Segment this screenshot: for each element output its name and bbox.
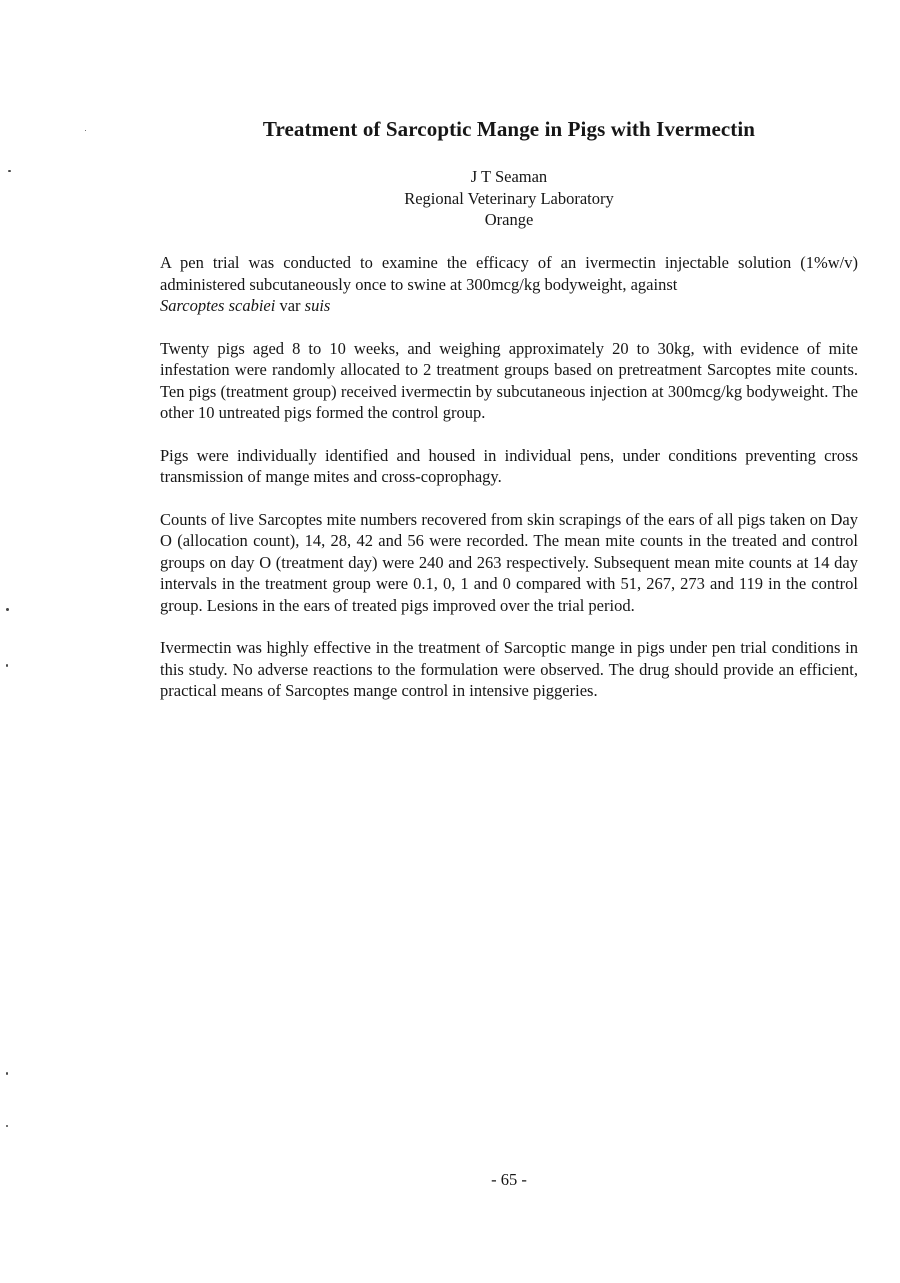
paragraph-conclusion: Ivermectin was highly effective in the treatment of Sarcoptic mange in pigs under pen trial conditions in this study. No adverse reactions to the formulation were observed. The drug should provide an efficient, practical means of Sarcoptes mange control in intensive piggeries. <box>160 638 858 700</box>
species-name: Sarcoptes scabiei <box>160 296 276 315</box>
scan-speck <box>8 170 11 172</box>
scan-speck <box>6 664 8 667</box>
var-label: var <box>279 296 301 315</box>
scan-speck <box>6 608 9 611</box>
scan-speck <box>85 130 86 131</box>
paragraph-housing: Pigs were individually identified and housed in individual pens, under conditions preventing cross transmission of mange mites and cross-coprophagy. <box>160 445 858 486</box>
paragraph-intro <box>160 252 858 317</box>
byline <box>0 166 900 231</box>
paper-body <box>160 252 858 723</box>
intro-text: A pen trial was conducted to examine the efficacy of an ivermectin injectable solution (1%w/v) administered subcutaneously once to swine at 300mcg/kg bodyweight, against <box>160 253 858 294</box>
paragraph-methods: Twenty pigs aged 8 to 10 weeks, and weighing approximately 20 to 30kg, with evidence of mite infestation were randomly allocated to 2 treatment groups based on pretreatment Sarcoptes mite counts. Ten pigs (treatment group) received ivermectin by subcutaneous injection at 300mcg/kg bodyweight. The other 10 untreated pigs formed the control group. <box>160 338 858 422</box>
author-affiliation: Regional Veterinary Laboratory <box>404 188 614 208</box>
scan-speck <box>6 1125 8 1127</box>
variety-name: suis <box>304 296 331 315</box>
author-name: J T Seaman <box>470 167 548 186</box>
author-location: Orange <box>484 210 534 229</box>
scan-speck <box>6 1072 8 1075</box>
paragraph-results: Counts of live Sarcoptes mite numbers recovered from skin scrapings of the ears of all pigs taken on Day O (allocation count), 14, 28, 42 and 56 were recorded. The mean mite counts in the treated and control groups on day O (treatment day) were 240 and 263 respectively. Subsequent mean mite counts at 14 day intervals in the treatment group were 0.1, 0, 1 and 0 compared with 51, 267, 273 and 119 in the control group. Lesions in the ears of treated pigs improved over the trial period. <box>160 509 858 615</box>
paper-title: Treatment of Sarcoptic Mange in Pigs with Ivermectin <box>262 117 756 141</box>
page-number: - 65 - <box>491 1170 527 1189</box>
